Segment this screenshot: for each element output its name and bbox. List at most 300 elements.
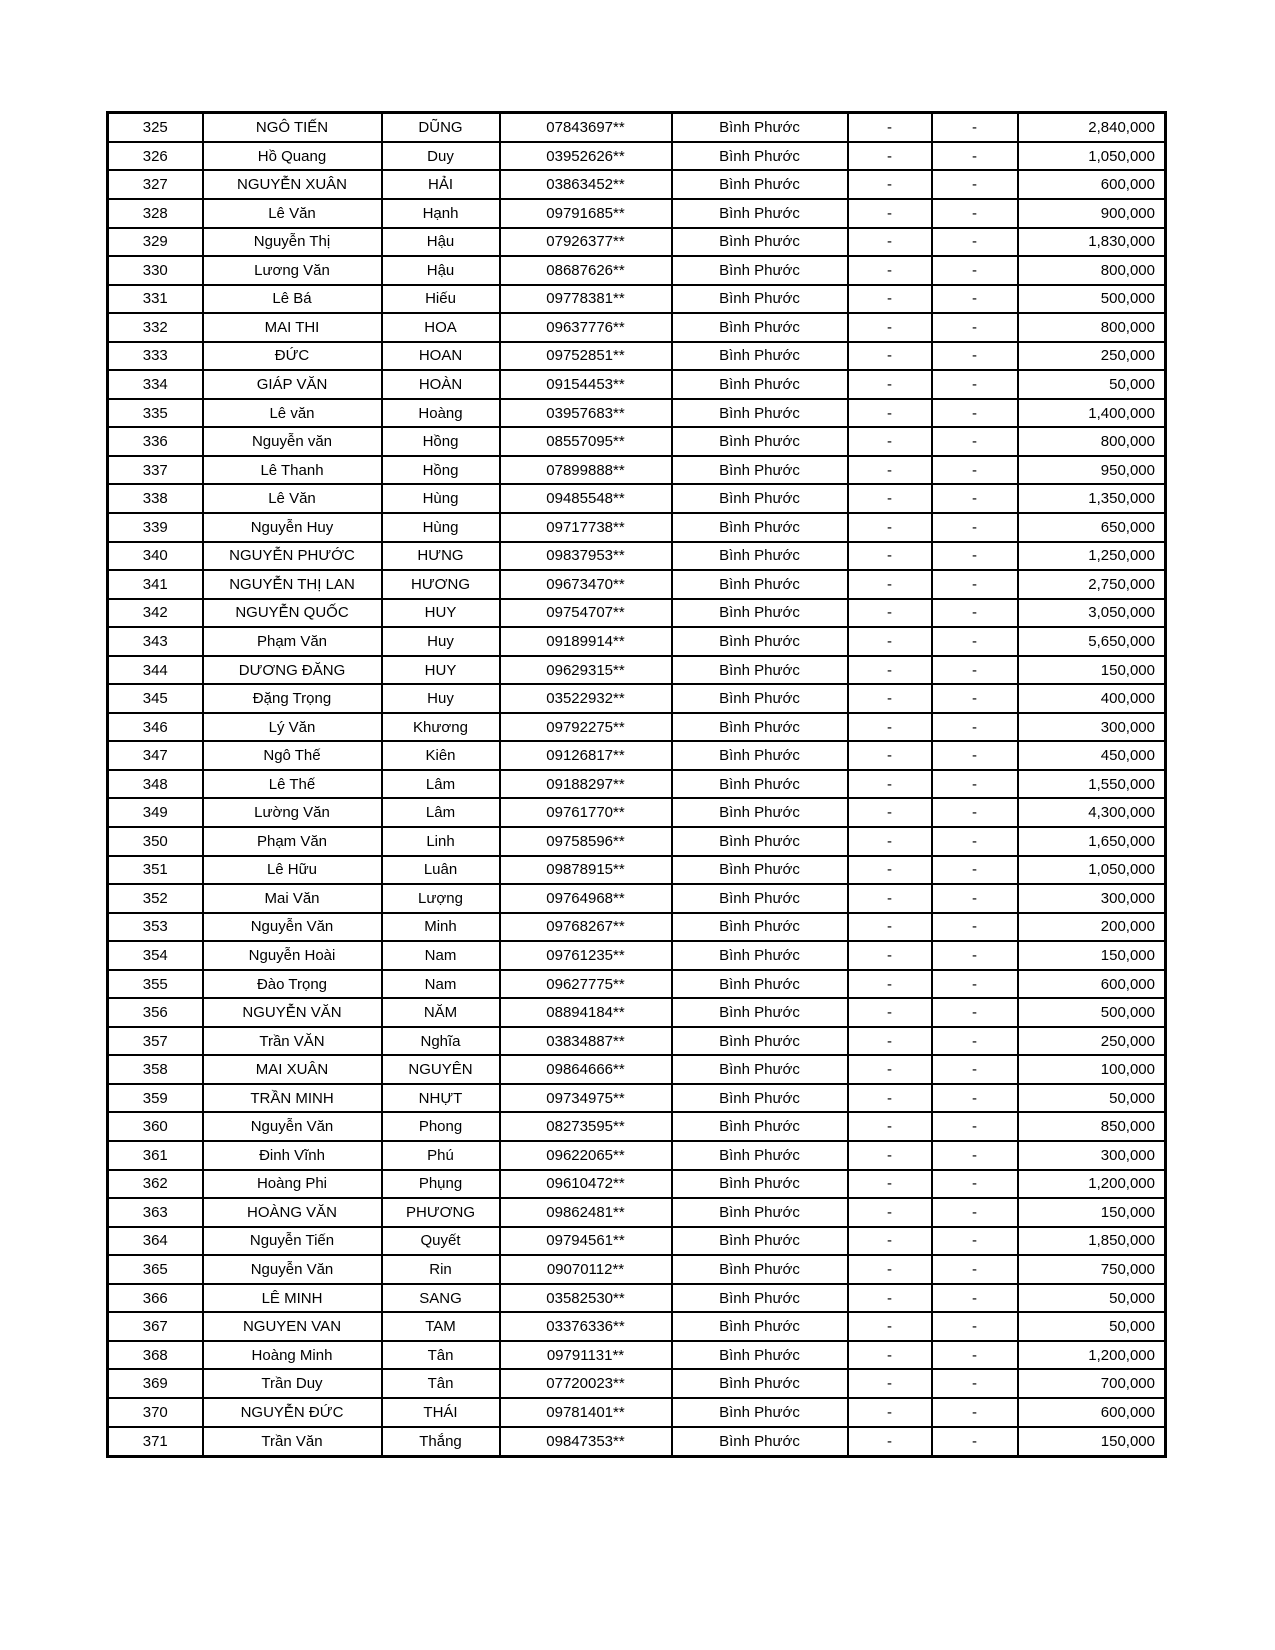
province-cell: Bình Phước <box>672 542 848 571</box>
surname-middle-name-cell: NGUYỄN VĂN <box>203 998 382 1027</box>
blank-dash-2-cell: - <box>932 884 1018 913</box>
province-cell: Bình Phước <box>672 1255 848 1284</box>
blank-dash-1-cell: - <box>848 1027 932 1056</box>
amount-cell: 50,000 <box>1018 1284 1166 1313</box>
row-number-cell: 329 <box>108 228 203 257</box>
given-name-cell: NĂM <box>382 998 500 1027</box>
given-name-cell: DŨNG <box>382 113 500 142</box>
blank-dash-1-cell: - <box>848 1141 932 1170</box>
province-cell: Bình Phước <box>672 1084 848 1113</box>
province-cell: Bình Phước <box>672 427 848 456</box>
phone-masked-cell: 09189914** <box>500 627 672 656</box>
surname-middle-name-cell: NGUYEN VAN <box>203 1312 382 1341</box>
phone-masked-cell: 09752851** <box>500 342 672 371</box>
blank-dash-2-cell: - <box>932 1198 1018 1227</box>
surname-middle-name-cell: Trần Duy <box>203 1369 382 1398</box>
surname-middle-name-cell: Lê Văn <box>203 484 382 513</box>
row-number-cell: 359 <box>108 1084 203 1113</box>
given-name-cell: Nam <box>382 970 500 999</box>
row-number-cell: 343 <box>108 627 203 656</box>
table-row <box>108 142 1166 171</box>
amount-cell: 100,000 <box>1018 1055 1166 1084</box>
row-number-cell: 352 <box>108 884 203 913</box>
province-cell: Bình Phước <box>672 342 848 371</box>
surname-middle-name-cell: Lường Văn <box>203 798 382 827</box>
row-number-cell: 341 <box>108 570 203 599</box>
given-name-cell: Phụng <box>382 1170 500 1199</box>
row-number-cell: 336 <box>108 427 203 456</box>
blank-dash-2-cell: - <box>932 1227 1018 1256</box>
phone-masked-cell: 03522932** <box>500 684 672 713</box>
table-row <box>108 570 1166 599</box>
surname-middle-name-cell: Lê văn <box>203 399 382 428</box>
surname-middle-name-cell: Lương Văn <box>203 256 382 285</box>
province-cell: Bình Phước <box>672 970 848 999</box>
blank-dash-2-cell: - <box>932 513 1018 542</box>
province-cell: Bình Phước <box>672 1398 848 1427</box>
row-number-cell: 350 <box>108 827 203 856</box>
row-number-cell: 327 <box>108 170 203 199</box>
blank-dash-2-cell: - <box>932 656 1018 685</box>
amount-cell: 1,050,000 <box>1018 856 1166 885</box>
amount-cell: 3,050,000 <box>1018 599 1166 628</box>
province-cell: Bình Phước <box>672 1312 848 1341</box>
surname-middle-name-cell: Lê Thanh <box>203 456 382 485</box>
row-number-cell: 331 <box>108 285 203 314</box>
surname-middle-name-cell: Đặng Trọng <box>203 684 382 713</box>
province-cell: Bình Phước <box>672 1112 848 1141</box>
given-name-cell: Lâm <box>382 798 500 827</box>
row-number-cell: 361 <box>108 1141 203 1170</box>
province-cell: Bình Phước <box>672 770 848 799</box>
amount-cell: 750,000 <box>1018 1255 1166 1284</box>
phone-masked-cell: 09673470** <box>500 570 672 599</box>
phone-masked-cell: 03834887** <box>500 1027 672 1056</box>
amount-cell: 600,000 <box>1018 970 1166 999</box>
given-name-cell: Lâm <box>382 770 500 799</box>
phone-masked-cell: 09717738** <box>500 513 672 542</box>
surname-middle-name-cell: Ngô Thế <box>203 741 382 770</box>
amount-cell: 1,650,000 <box>1018 827 1166 856</box>
phone-masked-cell: 08273595** <box>500 1112 672 1141</box>
phone-masked-cell: 07720023** <box>500 1369 672 1398</box>
amount-cell: 600,000 <box>1018 1398 1166 1427</box>
surname-middle-name-cell: Hoàng Minh <box>203 1341 382 1370</box>
table-row <box>108 285 1166 314</box>
table-row <box>108 1055 1166 1084</box>
surname-middle-name-cell: Nguyễn Thị <box>203 228 382 257</box>
given-name-cell: HẢI <box>382 170 500 199</box>
surname-middle-name-cell: Nguyễn Văn <box>203 913 382 942</box>
blank-dash-1-cell: - <box>848 741 932 770</box>
phone-masked-cell: 07926377** <box>500 228 672 257</box>
phone-masked-cell: 09837953** <box>500 542 672 571</box>
blank-dash-2-cell: - <box>932 970 1018 999</box>
table-row <box>108 399 1166 428</box>
blank-dash-2-cell: - <box>932 1112 1018 1141</box>
table-row <box>108 313 1166 342</box>
surname-middle-name-cell: NGÔ TIẾN <box>203 113 382 142</box>
records-table-body <box>108 113 1166 1457</box>
blank-dash-1-cell: - <box>848 456 932 485</box>
blank-dash-1-cell: - <box>848 285 932 314</box>
phone-masked-cell: 09754707** <box>500 599 672 628</box>
amount-cell: 300,000 <box>1018 1141 1166 1170</box>
phone-masked-cell: 09126817** <box>500 741 672 770</box>
amount-cell: 5,650,000 <box>1018 627 1166 656</box>
phone-masked-cell: 09792275** <box>500 713 672 742</box>
province-cell: Bình Phước <box>672 285 848 314</box>
given-name-cell: Duy <box>382 142 500 171</box>
table-row <box>108 513 1166 542</box>
table-row <box>108 856 1166 885</box>
row-number-cell: 338 <box>108 484 203 513</box>
table-row <box>108 941 1166 970</box>
surname-middle-name-cell: Đinh Vĩnh <box>203 1141 382 1170</box>
row-number-cell: 342 <box>108 599 203 628</box>
phone-masked-cell: 09778381** <box>500 285 672 314</box>
row-number-cell: 332 <box>108 313 203 342</box>
blank-dash-2-cell: - <box>932 1398 1018 1427</box>
amount-cell: 50,000 <box>1018 1312 1166 1341</box>
blank-dash-1-cell: - <box>848 998 932 1027</box>
given-name-cell: Nam <box>382 941 500 970</box>
given-name-cell: Huy <box>382 684 500 713</box>
blank-dash-2-cell: - <box>932 1369 1018 1398</box>
province-cell: Bình Phước <box>672 884 848 913</box>
amount-cell: 650,000 <box>1018 513 1166 542</box>
table-row <box>108 1312 1166 1341</box>
row-number-cell: 358 <box>108 1055 203 1084</box>
table-row <box>108 113 1166 142</box>
amount-cell: 2,840,000 <box>1018 113 1166 142</box>
row-number-cell: 340 <box>108 542 203 571</box>
amount-cell: 250,000 <box>1018 342 1166 371</box>
amount-cell: 300,000 <box>1018 884 1166 913</box>
province-cell: Bình Phước <box>672 913 848 942</box>
row-number-cell: 368 <box>108 1341 203 1370</box>
blank-dash-2-cell: - <box>932 770 1018 799</box>
blank-dash-1-cell: - <box>848 1427 932 1457</box>
surname-middle-name-cell: MAI XUÂN <box>203 1055 382 1084</box>
given-name-cell: Hậu <box>382 228 500 257</box>
blank-dash-1-cell: - <box>848 1170 932 1199</box>
blank-dash-1-cell: - <box>848 1255 932 1284</box>
row-number-cell: 366 <box>108 1284 203 1313</box>
amount-cell: 1,400,000 <box>1018 399 1166 428</box>
table-row <box>108 1369 1166 1398</box>
amount-cell: 500,000 <box>1018 285 1166 314</box>
given-name-cell: TAM <box>382 1312 500 1341</box>
given-name-cell: Hùng <box>382 513 500 542</box>
row-number-cell: 344 <box>108 656 203 685</box>
province-cell: Bình Phước <box>672 228 848 257</box>
blank-dash-1-cell: - <box>848 1369 932 1398</box>
blank-dash-2-cell: - <box>932 1284 1018 1313</box>
table-row <box>108 827 1166 856</box>
table-row <box>108 1112 1166 1141</box>
province-cell: Bình Phước <box>672 856 848 885</box>
row-number-cell: 335 <box>108 399 203 428</box>
phone-masked-cell: 09070112** <box>500 1255 672 1284</box>
given-name-cell: HƯNG <box>382 542 500 571</box>
blank-dash-1-cell: - <box>848 1284 932 1313</box>
given-name-cell: THÁI <box>382 1398 500 1427</box>
blank-dash-2-cell: - <box>932 913 1018 942</box>
given-name-cell: Lượng <box>382 884 500 913</box>
surname-middle-name-cell: Nguyễn Văn <box>203 1112 382 1141</box>
phone-masked-cell: 09622065** <box>500 1141 672 1170</box>
table-row <box>108 456 1166 485</box>
surname-middle-name-cell: Nguyễn Huy <box>203 513 382 542</box>
table-row <box>108 1027 1166 1056</box>
province-cell: Bình Phước <box>672 170 848 199</box>
blank-dash-2-cell: - <box>932 1312 1018 1341</box>
blank-dash-1-cell: - <box>848 1055 932 1084</box>
phone-masked-cell: 08687626** <box>500 256 672 285</box>
surname-middle-name-cell: Lê Hữu <box>203 856 382 885</box>
surname-middle-name-cell: Lê Thế <box>203 770 382 799</box>
given-name-cell: Hoàng <box>382 399 500 428</box>
given-name-cell: Phong <box>382 1112 500 1141</box>
row-number-cell: 326 <box>108 142 203 171</box>
blank-dash-2-cell: - <box>932 1341 1018 1370</box>
blank-dash-2-cell: - <box>932 342 1018 371</box>
phone-masked-cell: 09791131** <box>500 1341 672 1370</box>
phone-masked-cell: 09758596** <box>500 827 672 856</box>
blank-dash-2-cell: - <box>932 570 1018 599</box>
given-name-cell: Luân <box>382 856 500 885</box>
table-row <box>108 1084 1166 1113</box>
province-cell: Bình Phước <box>672 256 848 285</box>
blank-dash-2-cell: - <box>932 427 1018 456</box>
blank-dash-2-cell: - <box>932 1084 1018 1113</box>
amount-cell: 1,200,000 <box>1018 1170 1166 1199</box>
surname-middle-name-cell: Trần VĂN <box>203 1027 382 1056</box>
blank-dash-1-cell: - <box>848 484 932 513</box>
blank-dash-2-cell: - <box>932 941 1018 970</box>
blank-dash-2-cell: - <box>932 484 1018 513</box>
blank-dash-2-cell: - <box>932 199 1018 228</box>
table-row <box>108 1141 1166 1170</box>
province-cell: Bình Phước <box>672 656 848 685</box>
table-row <box>108 913 1166 942</box>
row-number-cell: 362 <box>108 1170 203 1199</box>
given-name-cell: Minh <box>382 913 500 942</box>
row-number-cell: 371 <box>108 1427 203 1457</box>
province-cell: Bình Phước <box>672 370 848 399</box>
row-number-cell: 349 <box>108 798 203 827</box>
table-row <box>108 656 1166 685</box>
phone-masked-cell: 09761770** <box>500 798 672 827</box>
blank-dash-2-cell: - <box>932 285 1018 314</box>
phone-masked-cell: 09768267** <box>500 913 672 942</box>
province-cell: Bình Phước <box>672 399 848 428</box>
surname-middle-name-cell: DƯƠNG ĐĂNG <box>203 656 382 685</box>
given-name-cell: NHỰT <box>382 1084 500 1113</box>
blank-dash-2-cell: - <box>932 113 1018 142</box>
blank-dash-1-cell: - <box>848 827 932 856</box>
surname-middle-name-cell: Nguyễn Hoài <box>203 941 382 970</box>
table-row <box>108 1398 1166 1427</box>
province-cell: Bình Phước <box>672 1027 848 1056</box>
province-cell: Bình Phước <box>672 1198 848 1227</box>
blank-dash-2-cell: - <box>932 684 1018 713</box>
phone-masked-cell: 09864666** <box>500 1055 672 1084</box>
blank-dash-2-cell: - <box>932 542 1018 571</box>
given-name-cell: Hồng <box>382 427 500 456</box>
table-row <box>108 542 1166 571</box>
province-cell: Bình Phước <box>672 998 848 1027</box>
given-name-cell: HUY <box>382 656 500 685</box>
table-row <box>108 884 1166 913</box>
surname-middle-name-cell: Nguyễn Văn <box>203 1255 382 1284</box>
surname-middle-name-cell: Trần Văn <box>203 1427 382 1457</box>
phone-masked-cell: 09627775** <box>500 970 672 999</box>
row-number-cell: 328 <box>108 199 203 228</box>
amount-cell: 800,000 <box>1018 256 1166 285</box>
province-cell: Bình Phước <box>672 827 848 856</box>
given-name-cell: Nghĩa <box>382 1027 500 1056</box>
row-number-cell: 354 <box>108 941 203 970</box>
blank-dash-1-cell: - <box>848 770 932 799</box>
phone-masked-cell: 09761235** <box>500 941 672 970</box>
table-row <box>108 684 1166 713</box>
blank-dash-1-cell: - <box>848 142 932 171</box>
amount-cell: 150,000 <box>1018 1198 1166 1227</box>
province-cell: Bình Phước <box>672 713 848 742</box>
province-cell: Bình Phước <box>672 199 848 228</box>
given-name-cell: Quyết <box>382 1227 500 1256</box>
table-row <box>108 484 1166 513</box>
amount-cell: 150,000 <box>1018 941 1166 970</box>
row-number-cell: 339 <box>108 513 203 542</box>
surname-middle-name-cell: TRẦN MINH <box>203 1084 382 1113</box>
blank-dash-1-cell: - <box>848 1312 932 1341</box>
surname-middle-name-cell: Phạm Văn <box>203 827 382 856</box>
surname-middle-name-cell: Lý Văn <box>203 713 382 742</box>
surname-middle-name-cell: NGUYỄN ĐỨC <box>203 1398 382 1427</box>
blank-dash-2-cell: - <box>932 142 1018 171</box>
phone-masked-cell: 07899888** <box>500 456 672 485</box>
blank-dash-1-cell: - <box>848 513 932 542</box>
row-number-cell: 351 <box>108 856 203 885</box>
amount-cell: 1,850,000 <box>1018 1227 1166 1256</box>
blank-dash-1-cell: - <box>848 1112 932 1141</box>
amount-cell: 1,830,000 <box>1018 228 1166 257</box>
blank-dash-2-cell: - <box>932 1170 1018 1199</box>
amount-cell: 700,000 <box>1018 1369 1166 1398</box>
amount-cell: 50,000 <box>1018 1084 1166 1113</box>
surname-middle-name-cell: NGUYỄN THỊ LAN <box>203 570 382 599</box>
given-name-cell: Kiên <box>382 741 500 770</box>
blank-dash-2-cell: - <box>932 399 1018 428</box>
province-cell: Bình Phước <box>672 484 848 513</box>
blank-dash-2-cell: - <box>932 256 1018 285</box>
blank-dash-2-cell: - <box>932 1141 1018 1170</box>
table-row <box>108 741 1166 770</box>
blank-dash-2-cell: - <box>932 998 1018 1027</box>
surname-middle-name-cell: LÊ MINH <box>203 1284 382 1313</box>
table-row <box>108 1255 1166 1284</box>
row-number-cell: 360 <box>108 1112 203 1141</box>
blank-dash-1-cell: - <box>848 570 932 599</box>
surname-middle-name-cell: GIÁP VĂN <box>203 370 382 399</box>
row-number-cell: 355 <box>108 970 203 999</box>
blank-dash-1-cell: - <box>848 1227 932 1256</box>
blank-dash-2-cell: - <box>932 713 1018 742</box>
row-number-cell: 356 <box>108 998 203 1027</box>
blank-dash-1-cell: - <box>848 199 932 228</box>
surname-middle-name-cell: MAI THI <box>203 313 382 342</box>
row-number-cell: 345 <box>108 684 203 713</box>
blank-dash-1-cell: - <box>848 941 932 970</box>
province-cell: Bình Phước <box>672 313 848 342</box>
blank-dash-2-cell: - <box>932 627 1018 656</box>
blank-dash-1-cell: - <box>848 313 932 342</box>
phone-masked-cell: 07843697** <box>500 113 672 142</box>
table-row <box>108 427 1166 456</box>
blank-dash-2-cell: - <box>932 856 1018 885</box>
province-cell: Bình Phước <box>672 798 848 827</box>
table-row <box>108 1198 1166 1227</box>
blank-dash-1-cell: - <box>848 656 932 685</box>
blank-dash-1-cell: - <box>848 684 932 713</box>
blank-dash-1-cell: - <box>848 1198 932 1227</box>
phone-masked-cell: 09764968** <box>500 884 672 913</box>
table-row <box>108 770 1166 799</box>
table-row <box>108 1227 1166 1256</box>
row-number-cell: 346 <box>108 713 203 742</box>
surname-middle-name-cell: NGUYỄN XUÂN <box>203 170 382 199</box>
table-row <box>108 713 1166 742</box>
given-name-cell: SANG <box>382 1284 500 1313</box>
given-name-cell: Hạnh <box>382 199 500 228</box>
blank-dash-1-cell: - <box>848 256 932 285</box>
province-cell: Bình Phước <box>672 570 848 599</box>
given-name-cell: HOA <box>382 313 500 342</box>
blank-dash-1-cell: - <box>848 713 932 742</box>
amount-cell: 50,000 <box>1018 370 1166 399</box>
table-row <box>108 627 1166 656</box>
given-name-cell: Tân <box>382 1341 500 1370</box>
amount-cell: 300,000 <box>1018 713 1166 742</box>
given-name-cell: HOAN <box>382 342 500 371</box>
province-cell: Bình Phước <box>672 1170 848 1199</box>
surname-middle-name-cell: Hồ Quang <box>203 142 382 171</box>
blank-dash-2-cell: - <box>932 599 1018 628</box>
amount-cell: 900,000 <box>1018 199 1166 228</box>
province-cell: Bình Phước <box>672 1055 848 1084</box>
row-number-cell: 333 <box>108 342 203 371</box>
blank-dash-1-cell: - <box>848 228 932 257</box>
table-row <box>108 970 1166 999</box>
amount-cell: 1,250,000 <box>1018 542 1166 571</box>
blank-dash-2-cell: - <box>932 827 1018 856</box>
phone-masked-cell: 09154453** <box>500 370 672 399</box>
blank-dash-1-cell: - <box>848 342 932 371</box>
blank-dash-1-cell: - <box>848 856 932 885</box>
province-cell: Bình Phước <box>672 1341 848 1370</box>
province-cell: Bình Phước <box>672 684 848 713</box>
row-number-cell: 347 <box>108 741 203 770</box>
blank-dash-1-cell: - <box>848 427 932 456</box>
amount-cell: 400,000 <box>1018 684 1166 713</box>
given-name-cell: Linh <box>382 827 500 856</box>
row-number-cell: 330 <box>108 256 203 285</box>
given-name-cell: Hậu <box>382 256 500 285</box>
amount-cell: 950,000 <box>1018 456 1166 485</box>
